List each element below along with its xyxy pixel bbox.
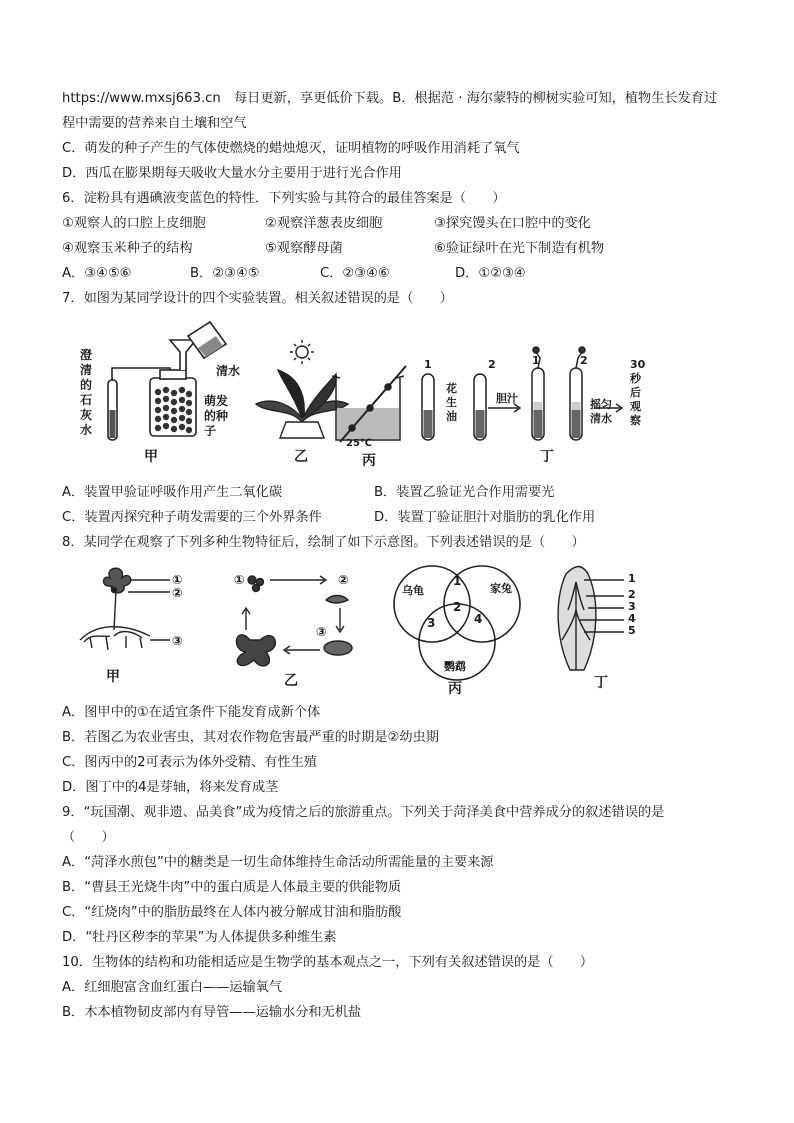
ding-water-label: 清水 xyxy=(590,412,612,425)
fig8-ding-caption: 丁 xyxy=(594,675,608,691)
ding-tube-1-label: 1 xyxy=(424,358,432,371)
fig8-bing-caption: 丙 xyxy=(448,681,462,697)
q10-option-b: B．木本植物韧皮部内有导管——运输水分和无机盐 xyxy=(62,1005,362,1020)
q6-option-d: D．①②③④ xyxy=(455,266,526,281)
venn-region-2: 2 xyxy=(453,600,462,614)
fig8-yi-caption: 乙 xyxy=(284,673,298,689)
q6-item-2: ②观察洋葱表皮细胞 xyxy=(265,216,383,231)
bud-label-2: 2 xyxy=(628,588,636,601)
q6-option-a: A．③④⑤⑥ xyxy=(62,266,132,281)
q6-option-b: B．②③④⑤ xyxy=(190,266,260,281)
venn-turtle-label: 乌龟 xyxy=(402,584,424,597)
venn-region-3: 3 xyxy=(427,616,436,630)
venn-region-1: 1 xyxy=(453,574,462,588)
q9-option-d: D．“牡丹区秽李的苹果”为人体提供多种维生素 xyxy=(62,930,337,945)
q6-option-c: C．②③④⑥ xyxy=(320,266,390,281)
yi-label-1: ① xyxy=(234,572,245,587)
q7-option-c: C．装置丙探究种子萌发需要的三个外界条件 xyxy=(62,510,322,525)
question-7: 7．如图为某同学设计的四个实验装置。相关叙述错误的是（ ） xyxy=(62,291,453,306)
bing-caption: 丙 xyxy=(362,453,376,469)
jia-plant xyxy=(80,568,170,650)
bud-label-4: 4 xyxy=(628,612,636,625)
q8-option-b: B．若图乙为农业害虫，其对农作物危害最严重的时期是②幼虫期 xyxy=(62,730,439,745)
q10-option-a: A．红细胞富含血红蛋白——运输氧气 xyxy=(62,980,283,995)
yi-lifecycle xyxy=(236,576,352,666)
jia-side-label: 澄清的石灰水 xyxy=(80,348,93,437)
fig8-jia-caption: 甲 xyxy=(106,669,120,685)
yi-apparatus xyxy=(256,340,348,438)
venn-rabbit-label: 家兔 xyxy=(490,582,512,595)
yi-label-3: ③ xyxy=(316,624,327,639)
venn-region-4: 4 xyxy=(474,612,483,626)
yi-label-2: ② xyxy=(338,572,349,587)
ding-tube-2b-label: 2 xyxy=(580,354,588,367)
venn-pigeon-label: 鹦鹉 xyxy=(444,660,466,673)
q9-option-a: A．“菏泽水煎包”中的糖类是一切生命体维持生命活动所需能量的主要来源 xyxy=(62,855,494,870)
bud-label-3: 3 xyxy=(628,600,636,613)
question-6: 6．淀粉具有遇碘液变蓝色的特性．下列实验与其符合的最佳答案是（ ） xyxy=(62,191,506,206)
question-10: 10．生物体的结构和功能相适应是生物学的基本观点之一，下列有关叙述错误的是（ ） xyxy=(62,955,594,970)
q7-option-b: B．装置乙验证光合作用需要光 xyxy=(374,485,555,500)
q8-option-d: D．图丁中的4是芽轴，将来发育成茎 xyxy=(62,780,279,795)
question-9-paren: （ ） xyxy=(62,830,115,845)
q6-item-3: ③探究馒头在口腔中的变化 xyxy=(434,216,591,231)
q6-item-6: ⑥验证绿叶在光下制造有机物 xyxy=(434,241,605,256)
question-9: 9．“玩国潮、观非遗、品美食”成为疫情之后的旅游重点。下列关于菏泽美食中营养成分的叙述错误的是 xyxy=(62,805,665,820)
ding-caption: 丁 xyxy=(540,449,554,465)
text-line: 程中需要的营养来自土壤和空气 xyxy=(62,116,247,131)
bing-temp-label: 25℃ xyxy=(346,438,373,449)
jia-label-1: ① xyxy=(172,572,183,587)
q8-option-a: A．图甲中的①在适宜条件下能发育成新个体 xyxy=(62,705,321,720)
ding-bile-label: 胆汁 xyxy=(496,392,518,405)
bud-label-5: 5 xyxy=(628,624,636,637)
header-line: https://www.mxsj663.cn 每日更新，享更低价下载。B．根据范 · 海尔蒙特的柳树实验可知，植物生长发育过 xyxy=(62,91,718,106)
q8-option-c: C．图丙中的2可表示为体外受精、有性生殖 xyxy=(62,755,317,770)
q6-item-4: ④观察玉米种子的结构 xyxy=(62,241,193,256)
q7-option-d: D．装置丁验证胆汁对脂肪的乳化作用 xyxy=(374,510,596,525)
option-d: D．西瓜在膨果期每天吸收大量水分主要用于进行光合作用 xyxy=(62,166,402,181)
ding-oil-label: 花生油 xyxy=(446,382,457,423)
q6-item-5: ⑤观察酵母菌 xyxy=(265,241,343,256)
q9-option-b: B．“曹县王光烧牛肉”中的蛋白质是人体最主要的供能物质 xyxy=(62,880,402,895)
bud-label-1: 1 xyxy=(628,572,636,585)
ding-bud xyxy=(558,567,624,671)
figure-8-drawing xyxy=(70,560,710,690)
q9-option-c: C．“红烧肉”中的脂肪最终在人体内被分解成甘油和脂肪酸 xyxy=(62,905,402,920)
question-8: 8．某同学在观察了下列多种生物特征后，绘制了如下示意图。下列表述错误的是（ ） xyxy=(62,535,585,550)
ding-tube-2-label: 2 xyxy=(488,358,496,371)
ding-tube-1b-label: 1 xyxy=(532,354,540,367)
ding-shake-label: 摇匀 xyxy=(590,398,612,411)
q6-item-1: ①观察人的口腔上皮细胞 xyxy=(62,216,206,231)
jia-label-2: ② xyxy=(172,585,183,600)
jia-label-3: ③ xyxy=(172,633,183,648)
jia-water-label: 清水 xyxy=(216,364,241,378)
q7-option-a: A．装置甲验证呼吸作用产生二氧化碳 xyxy=(62,485,283,500)
jia-caption: 甲 xyxy=(144,449,158,465)
jia-seeds-label: 萌发的种子 xyxy=(204,394,229,438)
figure-7 xyxy=(70,318,670,468)
yi-caption: 乙 xyxy=(294,449,308,465)
ding-observe-label: 30秒后观察 xyxy=(630,358,646,427)
option-c: C．萌发的种子产生的气体使燃烧的蜡烛熄灭，证明植物的呼吸作用消耗了氧气 xyxy=(62,141,520,156)
figure-8 xyxy=(70,560,710,697)
